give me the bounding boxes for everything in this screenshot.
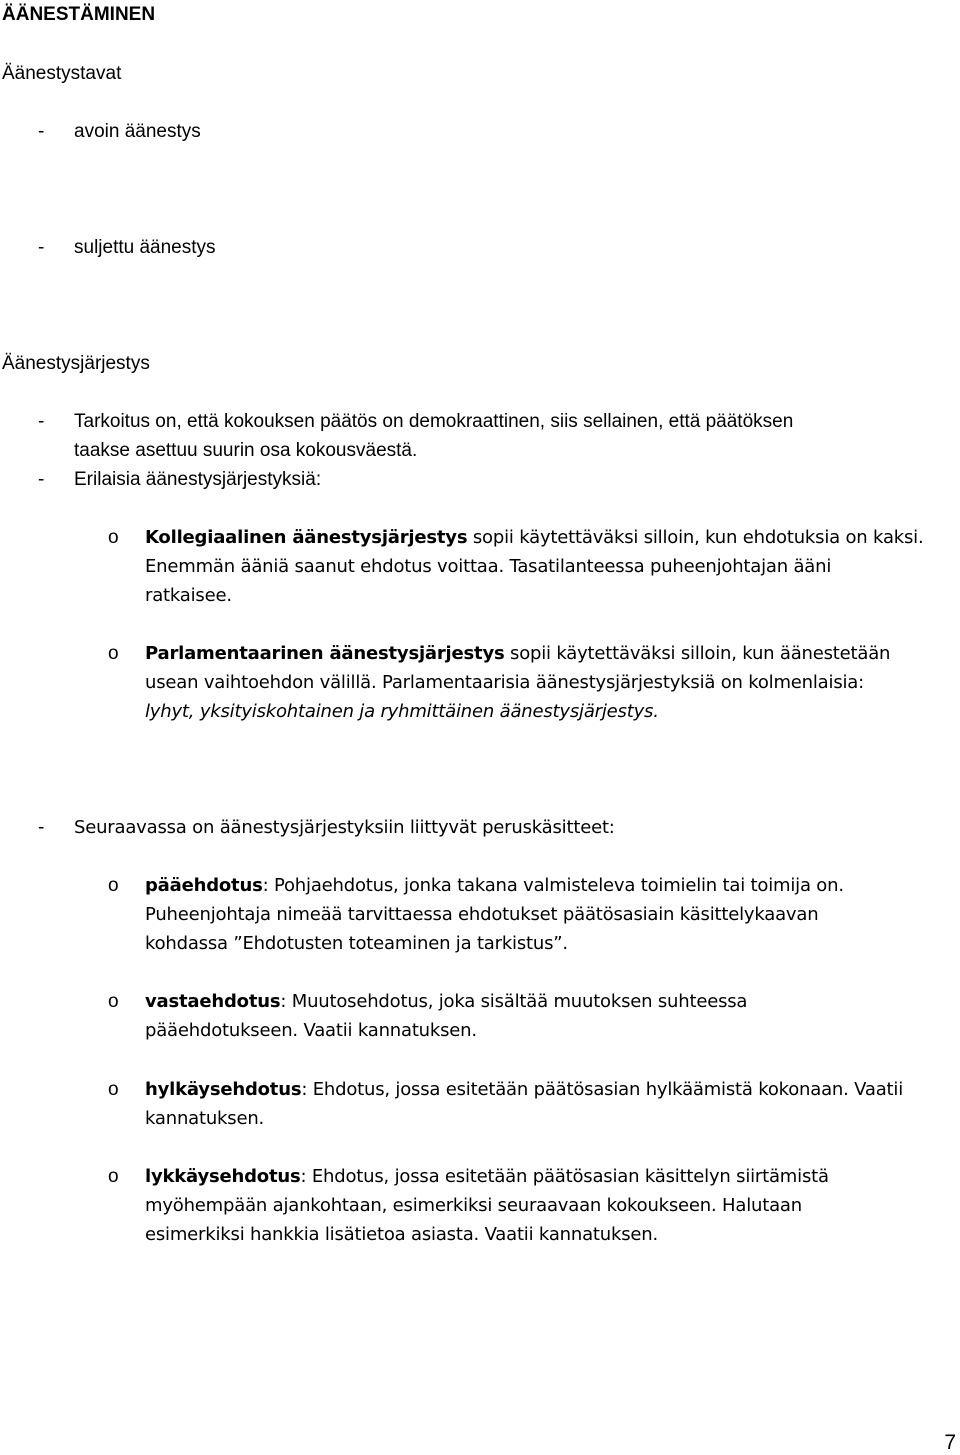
kollegiaalinen-line1 bbox=[145, 523, 924, 552]
bullet-marker: o bbox=[108, 991, 119, 1012]
hylkaysehdotus-term: hylkäysehdotus bbox=[145, 1079, 302, 1100]
lykkaysehdotus-term: lykkäysehdotus bbox=[145, 1166, 301, 1187]
hylkaysehdotus-text: : Ehdotus, jossa esitetään päätösasian hylkäämistä kokonaan. Vaatii bbox=[301, 1079, 903, 1100]
section-heading-voting-methods: Äänestystavat bbox=[2, 63, 122, 84]
dash-marker: - bbox=[38, 469, 45, 490]
bullet-marker: o bbox=[108, 1166, 119, 1187]
kollegiaalinen-line2: Enemmän ääniä saanut ehdotus voittaa. Tasatilanteessa puheenjohtajan ääni bbox=[145, 556, 832, 577]
dash-marker: - bbox=[38, 817, 45, 838]
parlamentaarinen-text: sopii käytettäväksi silloin, kun äänestetään bbox=[504, 643, 891, 664]
kollegiaalinen-line3: ratkaisee. bbox=[145, 585, 232, 606]
paaehdotus-line3: kohdassa ”Ehdotusten toteaminen ja tarkistus”. bbox=[145, 933, 568, 954]
vastaehdotus-line1 bbox=[145, 987, 747, 1016]
bullet-marker: o bbox=[108, 527, 119, 548]
types-intro: Erilaisia äänestysjärjestyksiä: bbox=[74, 469, 322, 490]
bullet-marker: o bbox=[108, 643, 119, 664]
parlamentaarinen-line1 bbox=[145, 639, 890, 668]
dash-marker: - bbox=[38, 411, 45, 432]
list-item-closed-vote: suljettu äänestys bbox=[74, 237, 216, 258]
purpose-text-line1: Tarkoitus on, että kokouksen päätös on demokraattinen, siis sellainen, että päätöksen bbox=[74, 411, 794, 432]
bullet-marker: o bbox=[108, 875, 119, 896]
dash-marker: - bbox=[38, 121, 45, 142]
lykkaysehdotus-line3: esimerkiksi hankkia lisätietoa asiasta. Vaatii kannatuksen. bbox=[145, 1224, 658, 1245]
section-heading-voting-order: Äänestysjärjestys bbox=[2, 353, 150, 374]
parlamentaarinen-line3: lyhyt, yksityiskohtainen ja ryhmittäinen äänestysjärjestys. bbox=[145, 701, 659, 722]
vastaehdotus-line2: pääehdotukseen. Vaatii kannatuksen. bbox=[145, 1020, 477, 1041]
paaehdotus-line1 bbox=[145, 871, 844, 900]
lykkaysehdotus-line2: myöhempään ajankohtaan, esimerkiksi seuraavaan kokoukseen. Halutaan bbox=[145, 1195, 802, 1216]
purpose-text-line2: taakse asettuu suurin osa kokousväestä. bbox=[74, 440, 418, 461]
vastaehdotus-text: : Muutosehdotus, joka sisältää muutoksen suhteessa bbox=[280, 991, 748, 1012]
document-title: ÄÄNESTÄMINEN bbox=[2, 4, 156, 25]
hylkaysehdotus-line2: kannatuksen. bbox=[145, 1108, 265, 1129]
kollegiaalinen-text: sopii käytettäväksi silloin, kun ehdotuksia on kaksi. bbox=[467, 527, 924, 548]
paaehdotus-line2: Puheenjohtaja nimeää tarvittaessa ehdotukset päätösasiain käsittelykaavan bbox=[145, 904, 819, 925]
page-number: 7 bbox=[944, 1431, 956, 1454]
bullet-marker: o bbox=[108, 1079, 119, 1100]
parlamentaarinen-term: Parlamentaarinen äänestysjärjestys bbox=[145, 643, 505, 664]
paaehdotus-term: pääehdotus bbox=[145, 875, 263, 896]
parlamentaarinen-line2: usean vaihtoehdon välillä. Parlamentaarisia äänestysjärjestyksiä on kolmenlaisia: bbox=[145, 672, 864, 693]
vastaehdotus-term: vastaehdotus bbox=[145, 991, 281, 1012]
hylkaysehdotus-line1 bbox=[145, 1075, 903, 1104]
kollegiaalinen-term: Kollegiaalinen äänestysjärjestys bbox=[145, 527, 468, 548]
lykkaysehdotus-text: : Ehdotus, jossa esitetään päätösasian käsittelyn siirtämistä bbox=[300, 1166, 829, 1187]
list-item-open-vote: avoin äänestys bbox=[74, 121, 201, 142]
concepts-intro: Seuraavassa on äänestysjärjestyksiin liittyvät peruskäsitteet: bbox=[74, 817, 615, 838]
dash-marker: - bbox=[38, 237, 45, 258]
lykkaysehdotus-line1 bbox=[145, 1162, 829, 1191]
paaehdotus-text: : Pohjaehdotus, jonka takana valmisteleva toimielin tai toimija on. bbox=[262, 875, 844, 896]
